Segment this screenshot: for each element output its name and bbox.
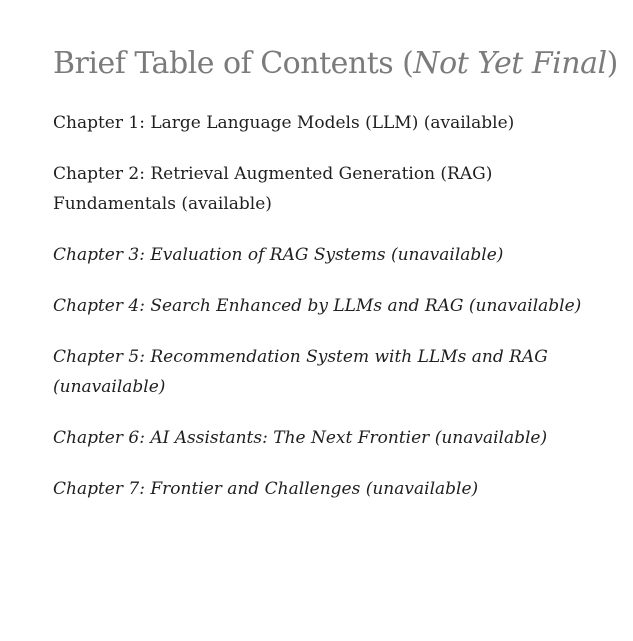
- toc-page: [53, 44, 618, 525]
- chapter-item: Chapter 5: Recommendation System with LLMs and RAG (unavailable): [53, 347, 548, 397]
- chapter-item: Chapter 6: AI Assistants: The Next Frontier (unavailable): [53, 428, 548, 448]
- title-main: Brief Table of Contents (: [53, 46, 414, 81]
- title-emphasis: Not Yet Final: [413, 46, 607, 81]
- chapter-item: Chapter 4: Search Enhanced by LLMs and RAG (unavailable): [53, 296, 582, 316]
- title-close: ): [606, 46, 618, 81]
- chapter-item: Chapter 7: Frontier and Challenges (unavailable): [53, 479, 479, 499]
- chapter-list: [53, 108, 593, 504]
- chapter-item: Chapter 3: Evaluation of RAG Systems (unavailable): [53, 245, 504, 265]
- page-title: [53, 44, 618, 84]
- chapter-item: Chapter 2: Retrieval Augmented Generation (RAG) Fundamentals (available): [53, 164, 493, 214]
- chapter-item: Chapter 1: Large Language Models (LLM) (available): [53, 113, 515, 133]
